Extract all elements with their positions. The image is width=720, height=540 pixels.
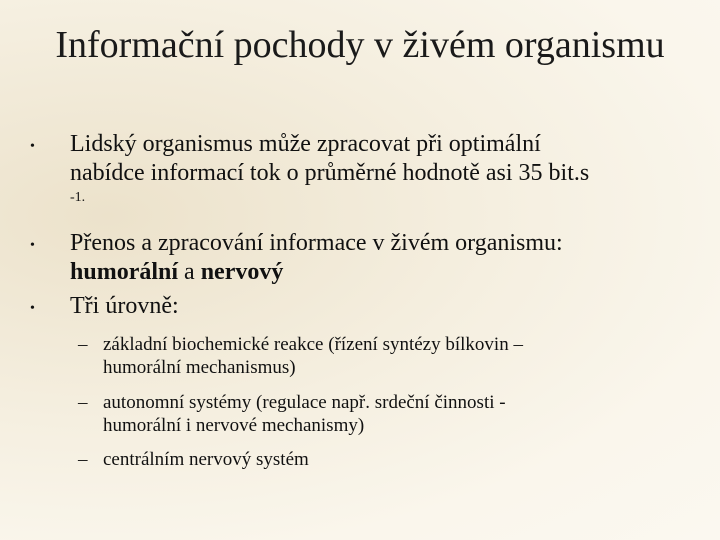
- bullet-superscript-line: [70, 188, 710, 208]
- bold-term: nervový: [200, 259, 284, 285]
- sub-bullet-dash: –: [78, 449, 88, 470]
- bullet-text: [70, 130, 710, 208]
- sub-bullet-dash: –: [78, 334, 88, 355]
- bullet-dot: •: [30, 238, 35, 253]
- sub-bullet-line: autonomní systémy (regulace např. srdeční činnosti -: [103, 392, 506, 413]
- bullet-line: Přenos a zpracování informace v živém organismu:: [70, 230, 563, 256]
- sub-bullet-line: základní biochemické reakce (řízení syntézy bílkovin –: [103, 334, 523, 355]
- connector: a: [178, 259, 201, 285]
- bullet-line: [70, 258, 710, 287]
- sub-bullet-text: [103, 448, 663, 471]
- sub-bullet-dash: –: [78, 392, 88, 413]
- bullet-line: nabídce informací tok o průměrné hodnotě asi 35 bit.s: [70, 160, 590, 186]
- bullet-line: Lidský organismus může zpracovat při optimální: [70, 131, 541, 157]
- superscript: -1: [70, 190, 82, 205]
- sub-bullet-text: [103, 391, 663, 437]
- bullet-text: [70, 229, 710, 287]
- sub-bullet-text: [103, 333, 663, 379]
- bullet-text: Tři úrovně:: [70, 293, 179, 319]
- sub-bullet-line: humorální mechanismus): [103, 357, 296, 378]
- sub-bullet-line: humorální i nervové mechanismy): [103, 415, 365, 436]
- period: .: [81, 190, 86, 205]
- bullet-dot: •: [30, 139, 35, 154]
- slide-title: Informační pochody v živém organismu: [55, 24, 665, 66]
- bold-term: humorální: [70, 259, 179, 285]
- bullet-dot: •: [30, 301, 35, 316]
- sub-bullet-line: centrálním nervový systém: [103, 449, 309, 470]
